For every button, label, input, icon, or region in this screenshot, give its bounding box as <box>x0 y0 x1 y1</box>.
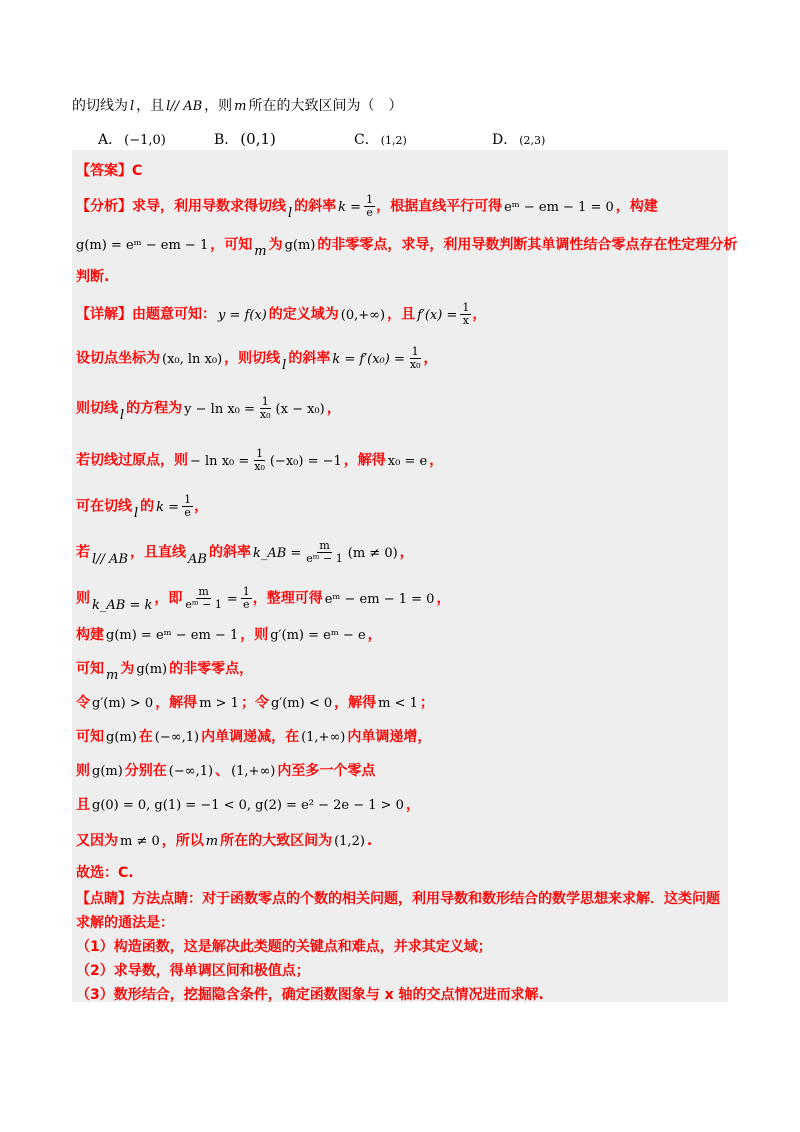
math-expression: l// AB <box>92 551 128 567</box>
detail-text: 则 <box>76 763 90 779</box>
math-symbol: m <box>234 99 247 114</box>
math-expression: g(m) <box>136 662 168 677</box>
detail-text: ， <box>405 797 420 813</box>
fraction: $\frac{m}{\text{eᵐ − 1}}$ <box>185 585 222 611</box>
math-expression: (m ≠ 0) <box>347 545 398 561</box>
analysis-text: ，可知 <box>210 237 253 253</box>
detail-text: 为 <box>120 661 135 677</box>
math-expression: m ≠ 0 <box>120 834 160 849</box>
detail-line-1 <box>76 302 486 327</box>
detail-text: ，即 <box>154 590 183 607</box>
detail-text: 若 <box>76 544 90 561</box>
detail-text: ，解得 <box>155 695 198 711</box>
detail-text: 的斜率 <box>208 544 251 561</box>
detail-text: 内单调递减，在 <box>201 729 300 745</box>
question-text: ，则 <box>204 98 233 114</box>
detail-text: 则 <box>76 590 90 607</box>
detail-text: . <box>366 833 373 849</box>
fraction: $\frac{m}{\text{eᵐ − 1}}$ <box>306 539 343 565</box>
detail-text: 可知 <box>76 661 104 677</box>
math-symbol: m <box>254 244 267 259</box>
comment-line-4 <box>76 960 310 980</box>
math-expression: g(m) <box>284 238 316 253</box>
math-symbol: l <box>282 357 287 373</box>
detail-line-11 <box>76 726 431 746</box>
detail-text: 令 <box>76 695 90 711</box>
comment-text: 【点睛】方法点睛：对于函数零点的个数的相关问题，利用导数和数形结合的数学思想来求解．这类问题 <box>76 891 720 907</box>
detail-text: 所在的大致区间为 <box>220 833 333 849</box>
detail-text: ， <box>436 590 451 607</box>
math-expression: g(m) <box>106 730 137 745</box>
detail-text: 内至多一个零点 <box>277 763 376 779</box>
analysis-text: 为 <box>268 237 283 253</box>
option-b[interactable] <box>214 129 278 149</box>
detail-text: 设切点坐标为 <box>76 350 160 367</box>
detail-text: ，解得 <box>343 452 386 469</box>
detail-text: ，且 <box>387 306 416 323</box>
detail-text: 的斜率 <box>288 350 331 367</box>
detail-line-3 <box>76 396 341 421</box>
math-expression: y = f(x) <box>218 307 267 323</box>
fraction: $\frac{1}{e}$ <box>366 193 374 219</box>
fraction: $\frac{1}{\text{x₀}}$ <box>409 345 421 371</box>
math-expression: eᵐ − em − 1 = 0 <box>504 199 614 215</box>
detail-text: 的 <box>140 498 155 515</box>
detail-text: ， <box>194 498 209 515</box>
math-expression: (−∞,1) <box>154 730 200 745</box>
detail-line-4 <box>76 448 443 473</box>
detail-text: ， <box>429 452 444 469</box>
math-expression: (0,+∞) <box>340 307 386 323</box>
math-symbol: m <box>205 834 219 849</box>
math-expression: (−x₀) = −1 <box>269 453 342 469</box>
math-expression: (1,+∞) <box>231 764 276 779</box>
option-letter: B． <box>214 132 239 148</box>
math-symbol: l <box>130 99 135 114</box>
detail-line-9 <box>76 658 254 683</box>
analysis-text: 的非零零点，求导，利用导数判断其单调性结合零点存在性定理分析 <box>317 237 738 253</box>
detail-text: 故选：C. <box>76 865 134 881</box>
fraction: $\frac{1}{e}$ <box>184 493 192 519</box>
comment-line-5 <box>76 984 544 1004</box>
analysis-text: ，构建 <box>615 198 658 215</box>
detail-text: ，且直线 <box>130 544 186 561</box>
detail-text: ， <box>399 544 414 561</box>
detail-line-2 <box>76 346 437 371</box>
detail-text: ， <box>326 400 341 417</box>
math-expression: f′(x) = <box>417 307 458 323</box>
math-symbol: l <box>134 505 139 521</box>
detail-text: 的定义域为 <box>268 306 339 323</box>
math-expression: k = f′(x₀) = <box>332 351 405 367</box>
option-value: (2,3) <box>519 134 546 147</box>
math-expression: x₀ = e <box>387 453 428 469</box>
math-expression: k_AB = k <box>92 597 153 613</box>
question-text: ，且 <box>136 98 165 114</box>
detail-line-5 <box>76 494 208 519</box>
detail-line-10 <box>76 692 434 712</box>
comment-line-2 <box>76 912 174 932</box>
detail-line-8 <box>76 624 382 644</box>
detail-line-6 <box>76 540 414 565</box>
detail-text: 可在切线 <box>76 498 132 515</box>
detail-text: 可知 <box>76 729 104 745</box>
option-value: (−1,0) <box>124 133 166 148</box>
detail-text: ，整理可得 <box>252 590 323 607</box>
math-expression: m > 1 <box>199 696 239 711</box>
math-expression: m < 1 <box>378 696 418 711</box>
fraction: $\frac{1}{\text{x₀}}$ <box>259 395 271 421</box>
analysis-line-2 <box>76 234 738 259</box>
option-letter: D． <box>492 132 518 148</box>
math-symbol: l <box>288 205 293 221</box>
math-expression: k = <box>156 499 180 515</box>
comment-line-1 <box>76 888 720 908</box>
math-expression: k_AB = <box>252 545 302 561</box>
math-symbol: m <box>106 668 119 683</box>
math-expression: (x₀, ln x₀) <box>162 351 223 367</box>
math-expression: − ln x₀ = <box>190 453 250 469</box>
detail-text: 、 <box>215 763 230 779</box>
detail-text: 又因为 <box>76 833 118 849</box>
detail-text: ； <box>419 695 434 711</box>
detail-text: 且 <box>76 797 90 813</box>
comment-text: 求解的通法是： <box>76 915 174 931</box>
option-value: (0,1) <box>240 130 276 148</box>
detail-text: 的方程为 <box>126 400 183 417</box>
math-expression: g(m) = eᵐ − em − 1 <box>106 628 239 643</box>
math-expression: = <box>226 591 238 607</box>
option-a[interactable] <box>98 129 168 149</box>
math-symbol: AB <box>188 551 207 567</box>
math-expression: g(0) = 0, g(1) = −1 < 0, g(2) = e² − 2e − 1 > 0 <box>92 798 404 813</box>
math-expression: k = <box>338 199 362 215</box>
option-c[interactable] <box>354 129 409 149</box>
math-expression: y − ln x₀ = <box>184 401 255 417</box>
fraction: $\frac{1}{\text{x₀}}$ <box>254 447 265 473</box>
math-symbol: l <box>120 407 125 423</box>
detail-text: 【详解】由题意可知： <box>76 306 216 323</box>
option-d[interactable] <box>492 129 547 149</box>
math-expression: l// AB <box>166 99 203 114</box>
detail-text: 若切线过原点，则 <box>76 452 188 469</box>
math-expression: g(m) <box>92 764 123 779</box>
option-letter: A． <box>98 132 123 148</box>
math-expression: (−∞,1) <box>168 764 214 779</box>
detail-text: 构建 <box>76 627 104 643</box>
detail-line-15 <box>76 862 134 882</box>
solution-box <box>72 150 738 1003</box>
option-value: (1,2) <box>380 134 407 147</box>
question-stem <box>72 96 403 117</box>
detail-line-13 <box>76 794 420 814</box>
detail-text: ， <box>367 627 382 643</box>
detail-line-12 <box>76 760 375 780</box>
detail-line-14 <box>76 830 372 850</box>
comment-text: （1）构造函数，这是解决此类题的关键点和难点，并求其定义域； <box>76 939 492 955</box>
comment-line-3 <box>76 936 492 956</box>
analysis-line-3 <box>76 266 109 286</box>
math-expression: (x − x₀) <box>275 401 325 417</box>
math-expression: g′(m) > 0 <box>92 696 154 711</box>
detail-line-7 <box>76 586 450 611</box>
comment-text: （2）求导数，得单调区间和极值点； <box>76 963 310 979</box>
comment-text: （3）数形结合，挖掘隐含条件，确定函数图象与 x 轴的交点情况进而求解. <box>76 987 544 1003</box>
option-letter: C． <box>354 132 379 148</box>
math-expression: eᵐ − em − 1 = 0 <box>324 591 435 607</box>
math-expression: g′(m) = eᵐ − e <box>270 628 366 643</box>
detail-text: ，则 <box>240 627 269 643</box>
answer-value: C <box>132 163 143 179</box>
analysis-text: 判断. <box>76 269 110 285</box>
fraction: $\frac{1}{e}$ <box>242 585 250 611</box>
analysis-line-1 <box>76 194 658 219</box>
question-text: 的切线为 <box>72 98 128 114</box>
detail-text: ， <box>423 350 438 367</box>
analysis-text: ，根据直线平行可得 <box>376 198 503 215</box>
detail-text: 分别在 <box>124 763 167 779</box>
math-expression: (1,2) <box>334 834 365 849</box>
detail-text: 内单调递增， <box>347 729 432 745</box>
detail-text: ；令 <box>240 695 269 711</box>
math-expression: g′(m) < 0 <box>270 696 333 711</box>
analysis-text: 【分析】求导，利用导数求得切线 <box>76 198 286 215</box>
detail-text: ， <box>472 306 487 323</box>
fraction: $\frac{1}{x}$ <box>462 301 470 327</box>
detail-text: ，解得 <box>334 695 377 711</box>
math-expression: (1,+∞) <box>301 730 346 745</box>
detail-text: 在 <box>138 729 153 745</box>
answer-label: 【答案】 <box>76 163 132 179</box>
math-expression: g(m) = eᵐ − em − 1 <box>76 238 209 253</box>
detail-text: 的非零零点， <box>169 661 254 677</box>
answer-line <box>76 160 142 180</box>
detail-text: ，所以 <box>161 833 204 849</box>
question-text: 所在的大致区间为（ ） <box>248 98 403 114</box>
analysis-text: 的斜率 <box>294 198 337 215</box>
detail-text: 则切线 <box>76 400 118 417</box>
detail-text: ，则切线 <box>224 350 281 367</box>
